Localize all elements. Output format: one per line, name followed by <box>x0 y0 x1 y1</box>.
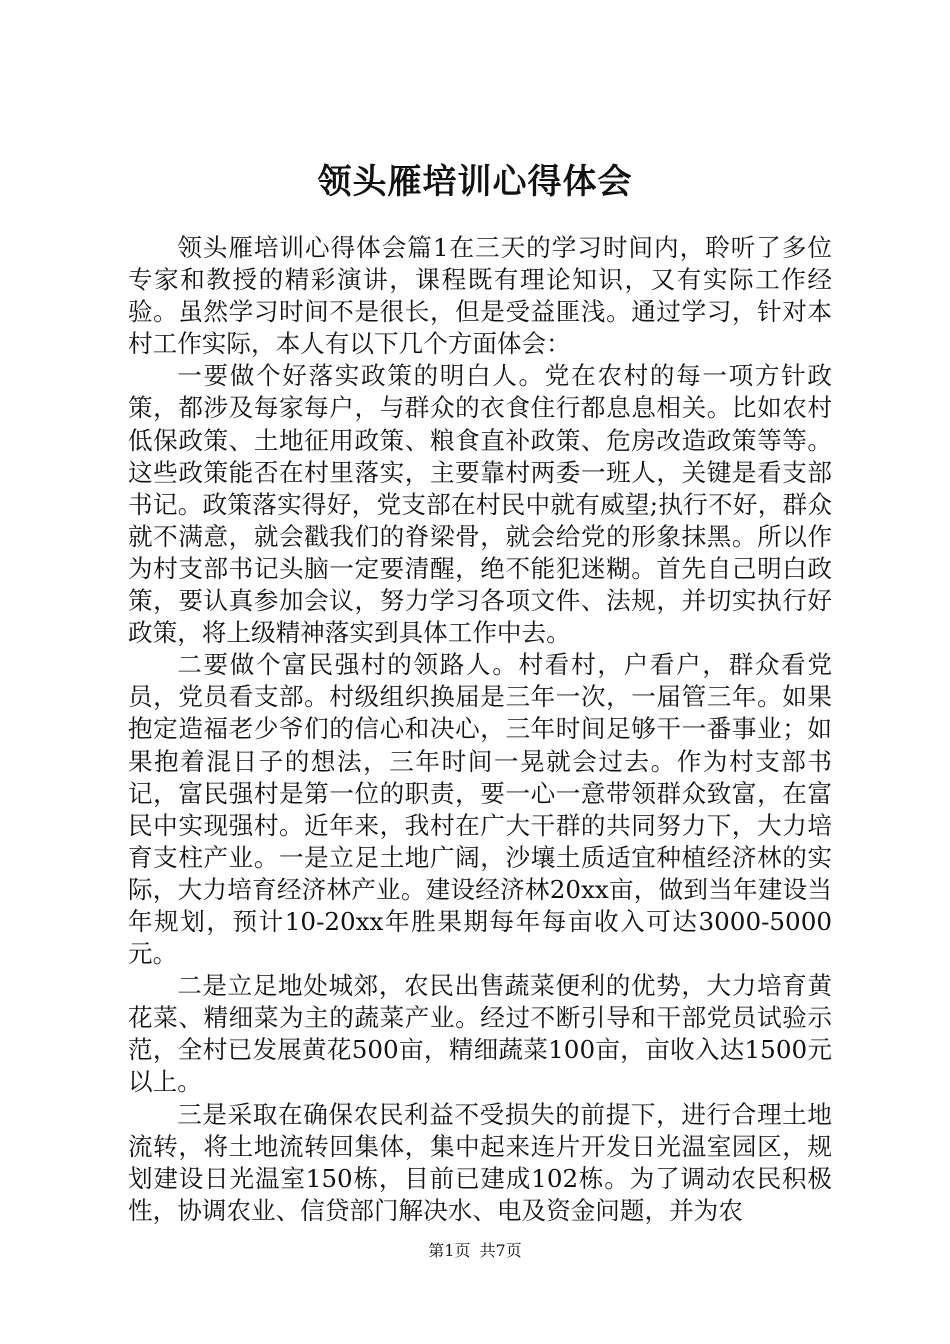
paragraph: 一要做个好落实政策的明白人。党在农村的每一项方针政策，都涉及每家每户，与群众的衣食住行都息息相关。比如农村低保政策、土地征用政策、粮食直补政策、危房改造政策等等。这些政策能否在村里落实，主要靠村两委一班人，关键是看支部书记。政策落实得好，党支部在村民中就有威望;执行不好，群众就不满意，就会戳我们的脊梁骨，就会给党的形象抹黑。所以作为村支部书记头脑一定要清醒，绝不能犯迷糊。首先自己明白政策，要认真参加会议，努力学习各项文件、法规，并切实执行好政策，将上级精神落实到具体工作中去。 <box>128 361 832 648</box>
page-footer <box>0 1240 950 1262</box>
paragraph: 三是采取在确保农民利益不受损失的前提下，进行合理土地流转，将土地流转回集体，集中起来连片开发日光温室园区，规划建设日光温室150栋，目前已建成102栋。为了调动农民积极性，协调农业、信贷部门解决水、电及资金问题，并为农 <box>128 1099 832 1225</box>
paragraph: 领头雁培训心得体会篇1在三天的学习时间内，聆听了多位专家和教授的精彩演讲，课程既有理论知识，又有实际工作经验。虽然学习时间不是很长，但是受益匪浅。通过学习，针对本村工作实际，本人有以下几个方面体会： <box>128 233 832 359</box>
page-indicator: 第1页 共7页 <box>428 1241 522 1260</box>
document-body <box>128 232 832 1227</box>
paragraph: 二要做个富民强村的领路人。村看村，户看户，群众看党员，党员看支部。村级组织换届是三年一次，一届管三年。如果抱定造福老少爷们的信心和决心，三年时间足够干一番事业；如果抱着混日子的想法，三年时间一晃就会过去。作为村支部书记，富民强村是第一位的职责，要一心一意带领群众致富，在富民中实现强村。近年来，我村在广大干群的共同努力下，大力培育支柱产业。一是立足土地广阔，沙壤土质适宜种植经济林的实际，大力培育经济林产业。建设经济林20xx亩，做到当年建设当年规划，预计10-20xx年胜果期每年每亩收入可达3000-5000元。 <box>128 650 832 969</box>
document-title: 领头雁培训心得体会 <box>317 162 633 202</box>
paragraph: 二是立足地处城郊，农民出售蔬菜便利的优势，大力培育黄花菜、精细菜为主的蔬菜产业。经过不断引导和干部党员试验示范，全村已发展黄花500亩，精细蔬菜100亩，亩收入达1500元以上。 <box>128 971 832 1097</box>
